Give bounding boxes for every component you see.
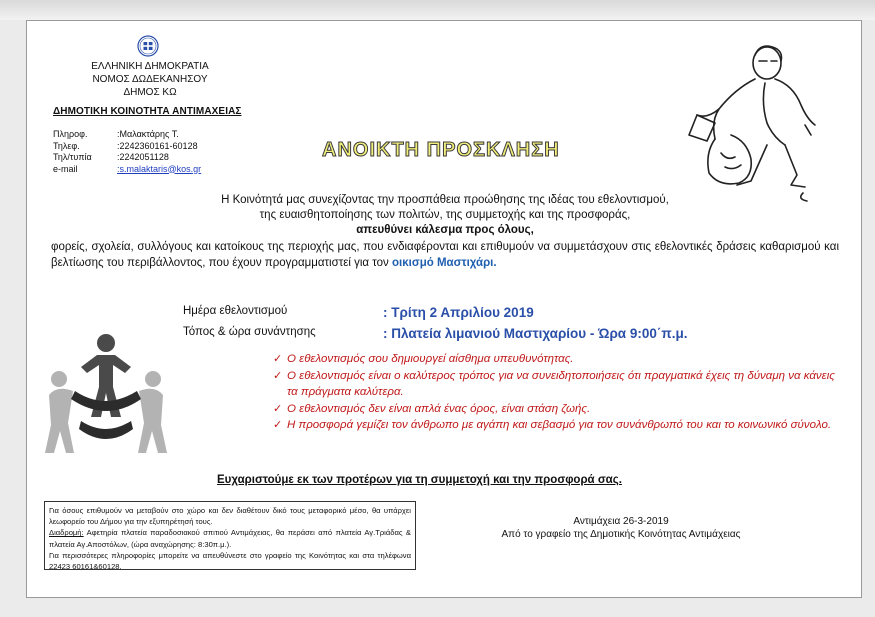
letterhead bbox=[55, 60, 245, 99]
contact-label: Τηλ/τυπία bbox=[53, 152, 92, 162]
note-info: Για περισσότερες πληροφορίες μπορείτε να απευθύνεστε στο γραφείο της Κοινότητας και στα τηλέφωνα 22423 60161&60128. bbox=[49, 550, 411, 572]
note-route bbox=[49, 527, 411, 549]
contact-row bbox=[53, 141, 201, 153]
contact-label: Πληροφ. bbox=[53, 129, 88, 139]
bullet-item: ✓ Ο εθελοντισμός σου δημιουργεί αίσθημα υπευθυνότητας. bbox=[273, 351, 847, 368]
contact-block bbox=[53, 129, 201, 175]
note-transport: Για όσους επιθυμούν να μεταβούν στο χώρο και δεν διαθέτουν δικό τους μεταφορικό μέσο, θα υπάρχει λεωφορείο του Δήμου για την εξυπηρέτησή τους. bbox=[49, 506, 411, 527]
invitation-title: ΑΝΟΙΚΤΗ ΠΡΟΣΚΛΗΣΗ bbox=[322, 139, 560, 161]
bullet-item: ✓ Ο εθελοντισμός δεν είναι απλά ένας όρος, είναι στάση ζωής. bbox=[273, 401, 847, 418]
contact-value: :2242360161-60128 bbox=[117, 140, 198, 151]
intro-call-line: απευθύνει κάλεσμα προς όλους, bbox=[356, 224, 534, 236]
volunteering-bullets bbox=[273, 351, 847, 434]
letterhead-line: ΕΛΛΗΝΙΚΗ ΔΗΜΟΚΡΑΤΙΑ bbox=[91, 61, 209, 72]
viewer-top-band bbox=[0, 0, 875, 20]
people-circle-illustration bbox=[41, 321, 171, 461]
greek-emblem-icon bbox=[137, 35, 159, 57]
signoff bbox=[471, 515, 771, 541]
contact-value: :Μαλακτάρης Τ. bbox=[117, 129, 179, 139]
signoff-date: Αντιμάχεια 26-3-2019 bbox=[573, 516, 669, 527]
route-text: Αφετηρία πλατεία παραδοσιακού σπιτιού Αντιμάχειας, θα περάσει από πλατεία Αγ.Τριάδας & πλατεία Αγ.Αποστόλων, (ώρα αναχώρησης: 8:30π.μ.). bbox=[49, 528, 411, 549]
contact-row bbox=[53, 164, 201, 176]
bullet-item: ✓ Ο εθελοντισμός είναι ο καλύτερος τρόπος για να συνειδητοποιήσεις ότι πραγματικά έχεις τη δύναμη να κάνεις τα πράγματα καλύτερα. bbox=[273, 368, 847, 401]
signoff-from: Από το γραφείο της Δημοτικής Κοινότητας Αντιμάχειας bbox=[501, 529, 741, 540]
letterhead-line: ΔΗΜΟΣ ΚΩ bbox=[123, 87, 177, 98]
contact-row bbox=[53, 129, 201, 141]
bullet-item: ✓ Η προσφορά γεμίζει τον άνθρωπο με αγάπη και σεβασμό για τον συνάνθρωπό του και το κοινωνικό σύνολο. bbox=[273, 417, 847, 434]
contact-row bbox=[53, 152, 201, 164]
day-value: : Τρίτη 2 Απριλίου 2019 bbox=[383, 305, 534, 320]
transport-note-box bbox=[44, 501, 416, 570]
contact-label: e-mail bbox=[53, 163, 78, 174]
highlighted-place: οικισμό Μαστιχάρι. bbox=[392, 256, 497, 269]
document-page bbox=[26, 20, 862, 598]
meeting-place-value: : Πλατεία λιμανιού Μαστιχαρίου - Ώρα 9:00΄π.μ. bbox=[383, 326, 688, 341]
letterhead-line: ΝΟΜΟΣ ΔΩΔΕΚΑΝΗΣΟΥ bbox=[92, 74, 208, 85]
office-name: ΔΗΜΟΤΙΚΗ ΚΟΙΝΟΤΗΤΑ ΑΝΤΙΜΑΧΕΙΑΣ bbox=[53, 106, 242, 117]
man-collecting-litter-illustration bbox=[655, 33, 825, 203]
intro-line: της ευαισθητοποίησης των πολιτών, της συμμετοχής και της προσφοράς, bbox=[259, 209, 631, 221]
contact-label: Τηλεφ. bbox=[53, 140, 80, 151]
meeting-place-label: Τόπος & ώρα συνάντησης bbox=[183, 326, 316, 338]
day-label: Ημέρα εθελοντισμού bbox=[183, 305, 288, 317]
intro-line: Η Κοινότητά μας συνεχίζοντας την προσπάθεια προώθησης της ιδέας του εθελοντισμού, bbox=[221, 194, 669, 206]
body-text: φορείς, σχολεία, συλλόγους και κατοίκους της περιοχής μας, που ενδιαφέρονται και επιθυμούν να συμμετάσχουν στις εθελοντικές δράσεις καθαρισμού και βελτίωσης του περιβάλλοντος, που έχουν προγραμματιστεί για τον bbox=[51, 241, 839, 269]
email-link[interactable]: :s.malaktaris@kos.gr bbox=[117, 163, 202, 174]
contact-value: :2242051128 bbox=[117, 152, 169, 162]
thank-you-line: Ευχαριστούμε εκ των προτέρων για τη συμμετοχή και την προσφορά σας. bbox=[217, 474, 622, 486]
route-label: Διαδρομή: bbox=[49, 528, 84, 538]
invitation-body bbox=[51, 240, 839, 271]
